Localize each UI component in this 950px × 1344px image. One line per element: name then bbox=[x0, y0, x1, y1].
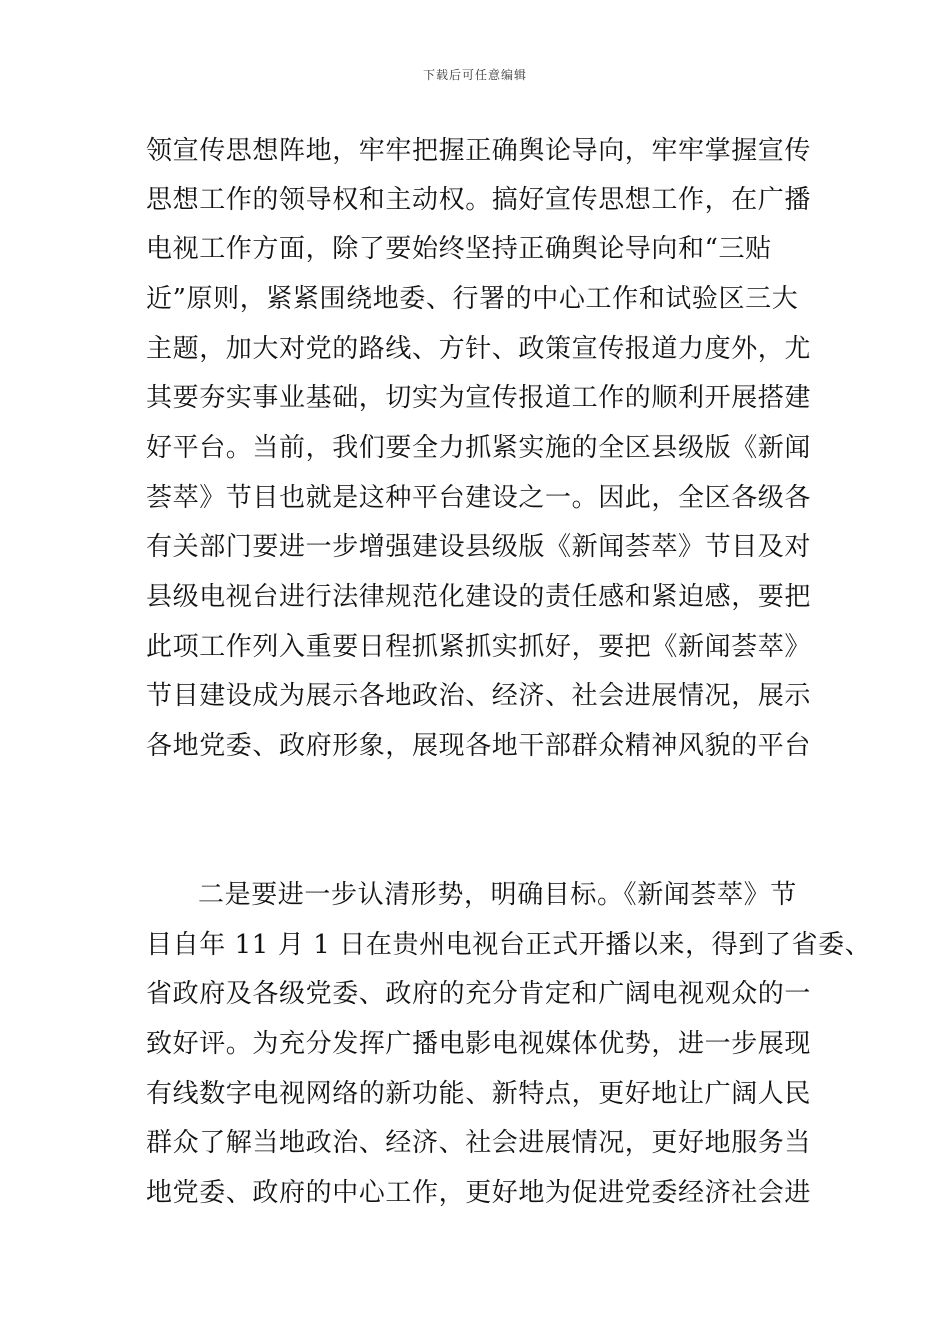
paragraph2-line: 有线数字电视网络的新功能、新特点，更好地让广阔人民 bbox=[146, 1079, 812, 1109]
paragraph1-line: 电视工作方面，除了要始终坚持正确舆论导向和“三贴 bbox=[146, 234, 772, 264]
paragraph2-line: 目自年 11 月 1 日在贵州电视台正式开播以来，得到了省委、 bbox=[146, 930, 872, 960]
paragraph1-line: 节目建设成为展示各地政治、经济、社会进展情况，展示 bbox=[146, 681, 812, 711]
paragraph2-line: 群众了解当地政治、经济、社会进展情况，更好地服务当 bbox=[146, 1128, 812, 1158]
paragraph1-line: 县级电视台进行法律规范化建设的责任感和紧迫感，要把 bbox=[146, 582, 812, 612]
paragraph1-line: 荟萃》节目也就是这种平台建设之一。因此，全区各级各 bbox=[146, 483, 812, 513]
paragraph1-line: 此项工作列入重要日程抓紧抓实抓好，要把《新闻荟萃》 bbox=[146, 632, 812, 662]
header-note: 下载后可任意编辑 bbox=[422, 68, 527, 82]
paragraph2-line: 致好评。为充分发挥广播电影电视媒体优势，进一步展现 bbox=[146, 1029, 812, 1059]
paragraph1-line: 有关部门要进一步增强建设县级版《新闻荟萃》节目及对 bbox=[146, 532, 812, 562]
paragraph1-line: 近”原则，紧紧围绕地委、行署的中心工作和试验区三大 bbox=[146, 284, 799, 314]
paragraph2-line: 省政府及各级党委、政府的充分肯定和广阔电视观众的一 bbox=[146, 979, 812, 1009]
paragraph1-line: 其要夯实事业基础，切实为宣传报道工作的顺利开展搭建 bbox=[146, 383, 812, 413]
paragraph2-line: 地党委、政府的中心工作，更好地为促进党委经济社会进 bbox=[146, 1178, 812, 1208]
paragraph1-line: 各地党委、政府形象，展现各地干部群众精神风貌的平台 bbox=[146, 731, 812, 761]
paragraph1-line: 领宣传思想阵地，牢牢把握正确舆论导向，牢牢掌握宣传 bbox=[146, 136, 812, 166]
paragraph1-line: 好平台。当前，我们要全力抓紧实施的全区县级版《新闻 bbox=[146, 433, 812, 463]
paragraph2-line: 二是要进一步认清形势，明确目标。《新闻荟萃》节 bbox=[198, 880, 797, 910]
paragraph1-line: 主题，加大对党的路线、方针、政策宣传报道力度外，尤 bbox=[146, 334, 812, 364]
paragraph1-line: 思想工作的领导权和主动权。搞好宣传思想工作，在广播 bbox=[146, 185, 812, 215]
